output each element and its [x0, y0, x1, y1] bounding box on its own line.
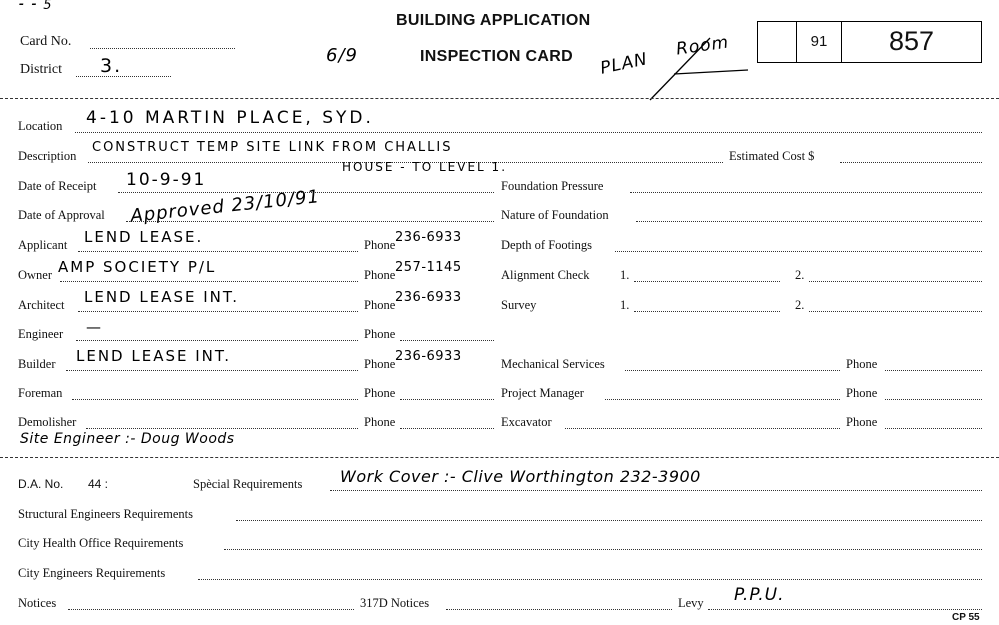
hand-note-6-9: 6/9 [326, 45, 358, 66]
site-engineer-note: Site Engineer :- Doug Woods [20, 431, 235, 447]
owner-field[interactable] [60, 281, 358, 282]
demolisher-label: Demolisher [18, 415, 77, 429]
levy-value: P.P.U. [734, 585, 785, 605]
card-no-label: Card No. [20, 34, 72, 49]
architect-label: Architect [18, 298, 65, 312]
survey-2-field[interactable] [809, 311, 982, 312]
builder-value: LEND LEASE INT. [76, 347, 232, 365]
location-field[interactable] [75, 132, 982, 133]
excavator-phone-label: Phone [846, 415, 878, 429]
foundation-pressure-label: Foundation Pressure [501, 179, 604, 193]
box-small [796, 21, 842, 63]
alignment-label: Alignment Check [501, 268, 590, 282]
da-value: 44 : [88, 477, 109, 491]
structural-label: Structural Engineers Requirements [18, 507, 193, 521]
title-building-application: BUILDING APPLICATION [396, 12, 591, 29]
location-label: Location [18, 119, 63, 133]
card-number-value: 857 [888, 26, 935, 56]
builder-phone-label: Phone [364, 357, 396, 371]
excavator-label: Excavator [501, 415, 552, 429]
owner-value: AMP SOCIETY P/L [58, 258, 217, 276]
estimated-cost-label: Estimated Cost $ [729, 149, 815, 163]
demolisher-phone-label: Phone [364, 415, 396, 429]
depth-footings-field[interactable] [615, 251, 982, 252]
foreman-phone-label: Phone [364, 386, 396, 400]
hand-room: Room [674, 32, 731, 60]
special-req-value: Work Cover :- Clive Worthington 232-3900 [340, 467, 701, 486]
box-small-value: 91 [810, 33, 828, 50]
estimated-cost-field[interactable] [840, 162, 982, 163]
foreman-phone-field[interactable] [400, 399, 494, 400]
excavator-phone-field[interactable] [885, 428, 982, 429]
foreman-label: Foreman [18, 386, 63, 400]
card-no-field[interactable] [90, 48, 235, 49]
foundation-pressure-field[interactable] [630, 192, 982, 193]
builder-field[interactable] [66, 370, 358, 371]
engineer-label: Engineer [18, 327, 64, 341]
demolisher-phone-field[interactable] [400, 428, 494, 429]
divider-top [0, 98, 999, 99]
mechanical-phone-label: Phone [846, 357, 878, 371]
box-number [841, 21, 982, 63]
foreman-field[interactable] [72, 399, 358, 400]
city-eng-label: City Engineers Requirements [18, 566, 166, 580]
health-label: City Health Office Requirements [18, 536, 184, 550]
district-label: District [20, 62, 62, 77]
box-blank[interactable] [757, 21, 797, 63]
top-corner-mark: ⁃ ⁃ 5 [18, 0, 53, 13]
district-value: 3. [100, 55, 123, 77]
alignment-one-label: 1. [620, 268, 630, 282]
demolisher-field[interactable] [86, 428, 358, 429]
mechanical-field[interactable] [625, 370, 840, 371]
architect-field[interactable] [78, 311, 358, 312]
owner-phone-value: 257-1145 [395, 260, 462, 275]
project-manager-phone-field[interactable] [885, 399, 982, 400]
architect-value: LEND LEASE INT. [84, 288, 240, 306]
builder-label: Builder [18, 357, 56, 371]
survey-two-label: 2. [795, 298, 805, 312]
engineer-field[interactable] [76, 340, 358, 341]
health-field[interactable] [224, 549, 982, 550]
architect-phone-label: Phone [364, 298, 396, 312]
engineer-value: — [86, 318, 103, 336]
survey-1-field[interactable] [634, 311, 780, 312]
city-eng-field[interactable] [198, 579, 982, 580]
location-value: 4-10 MARTIN PLACE, SYD. [86, 108, 374, 128]
divider-bottom [0, 457, 999, 458]
special-req-label: Spècial Requirements [193, 477, 303, 491]
description-label: Description [18, 149, 77, 163]
da-label: D.A. No. [18, 477, 64, 491]
nature-foundation-label: Nature of Foundation [501, 208, 609, 222]
receipt-value: 10-9-91 [126, 170, 207, 190]
builder-phone-value: 236-6933 [395, 349, 462, 364]
mechanical-phone-field[interactable] [885, 370, 982, 371]
project-manager-label: Project Manager [501, 386, 584, 400]
applicant-field[interactable] [78, 251, 358, 252]
hand-plan: PLAN [598, 49, 650, 79]
applicant-value: LEND LEASE. [84, 228, 204, 246]
approval-value: Approved 23/10/91 [129, 186, 321, 227]
nature-foundation-field[interactable] [636, 221, 982, 222]
receipt-label: Date of Receipt [18, 179, 97, 193]
alignment-check-1-field[interactable] [634, 281, 780, 282]
engineer-phone-label: Phone [364, 327, 396, 341]
levy-field[interactable] [708, 609, 982, 610]
structural-field[interactable] [236, 520, 982, 521]
levy-label: Levy [678, 596, 704, 610]
alignment-two-label: 2. [795, 268, 805, 282]
survey-label: Survey [501, 298, 537, 312]
survey-one-label: 1. [620, 298, 630, 312]
title-inspection-card: INSPECTION CARD [420, 48, 573, 65]
owner-phone-label: Phone [364, 268, 396, 282]
form-code: CP 55 [952, 612, 980, 623]
applicant-label: Applicant [18, 238, 68, 252]
description-value-line1: CONSTRUCT TEMP SITE LINK FROM CHALLIS [92, 140, 453, 155]
special-req-field[interactable] [330, 490, 982, 491]
owner-label: Owner [18, 268, 53, 282]
notices-317d-label: 317D Notices [360, 596, 430, 610]
mechanical-label: Mechanical Services [501, 357, 605, 371]
notices-field[interactable] [68, 609, 354, 610]
alignment-check-2-field[interactable] [809, 281, 982, 282]
applicant-phone-label: Phone [364, 238, 396, 252]
district-field[interactable] [76, 76, 171, 77]
notices-317d-field[interactable] [446, 609, 672, 610]
depth-footings-label: Depth of Footings [501, 238, 592, 252]
project-manager-field[interactable] [605, 399, 840, 400]
approval-label: Date of Approval [18, 208, 105, 222]
project-manager-phone-label: Phone [846, 386, 878, 400]
engineer-phone-field[interactable] [400, 340, 494, 341]
notices-label: Notices [18, 596, 57, 610]
applicant-phone-value: 236-6933 [395, 230, 462, 245]
description-value-line2: HOUSE - TO LEVEL 1. [342, 160, 508, 174]
architect-phone-value: 236-6933 [395, 290, 462, 305]
excavator-field[interactable] [565, 428, 840, 429]
